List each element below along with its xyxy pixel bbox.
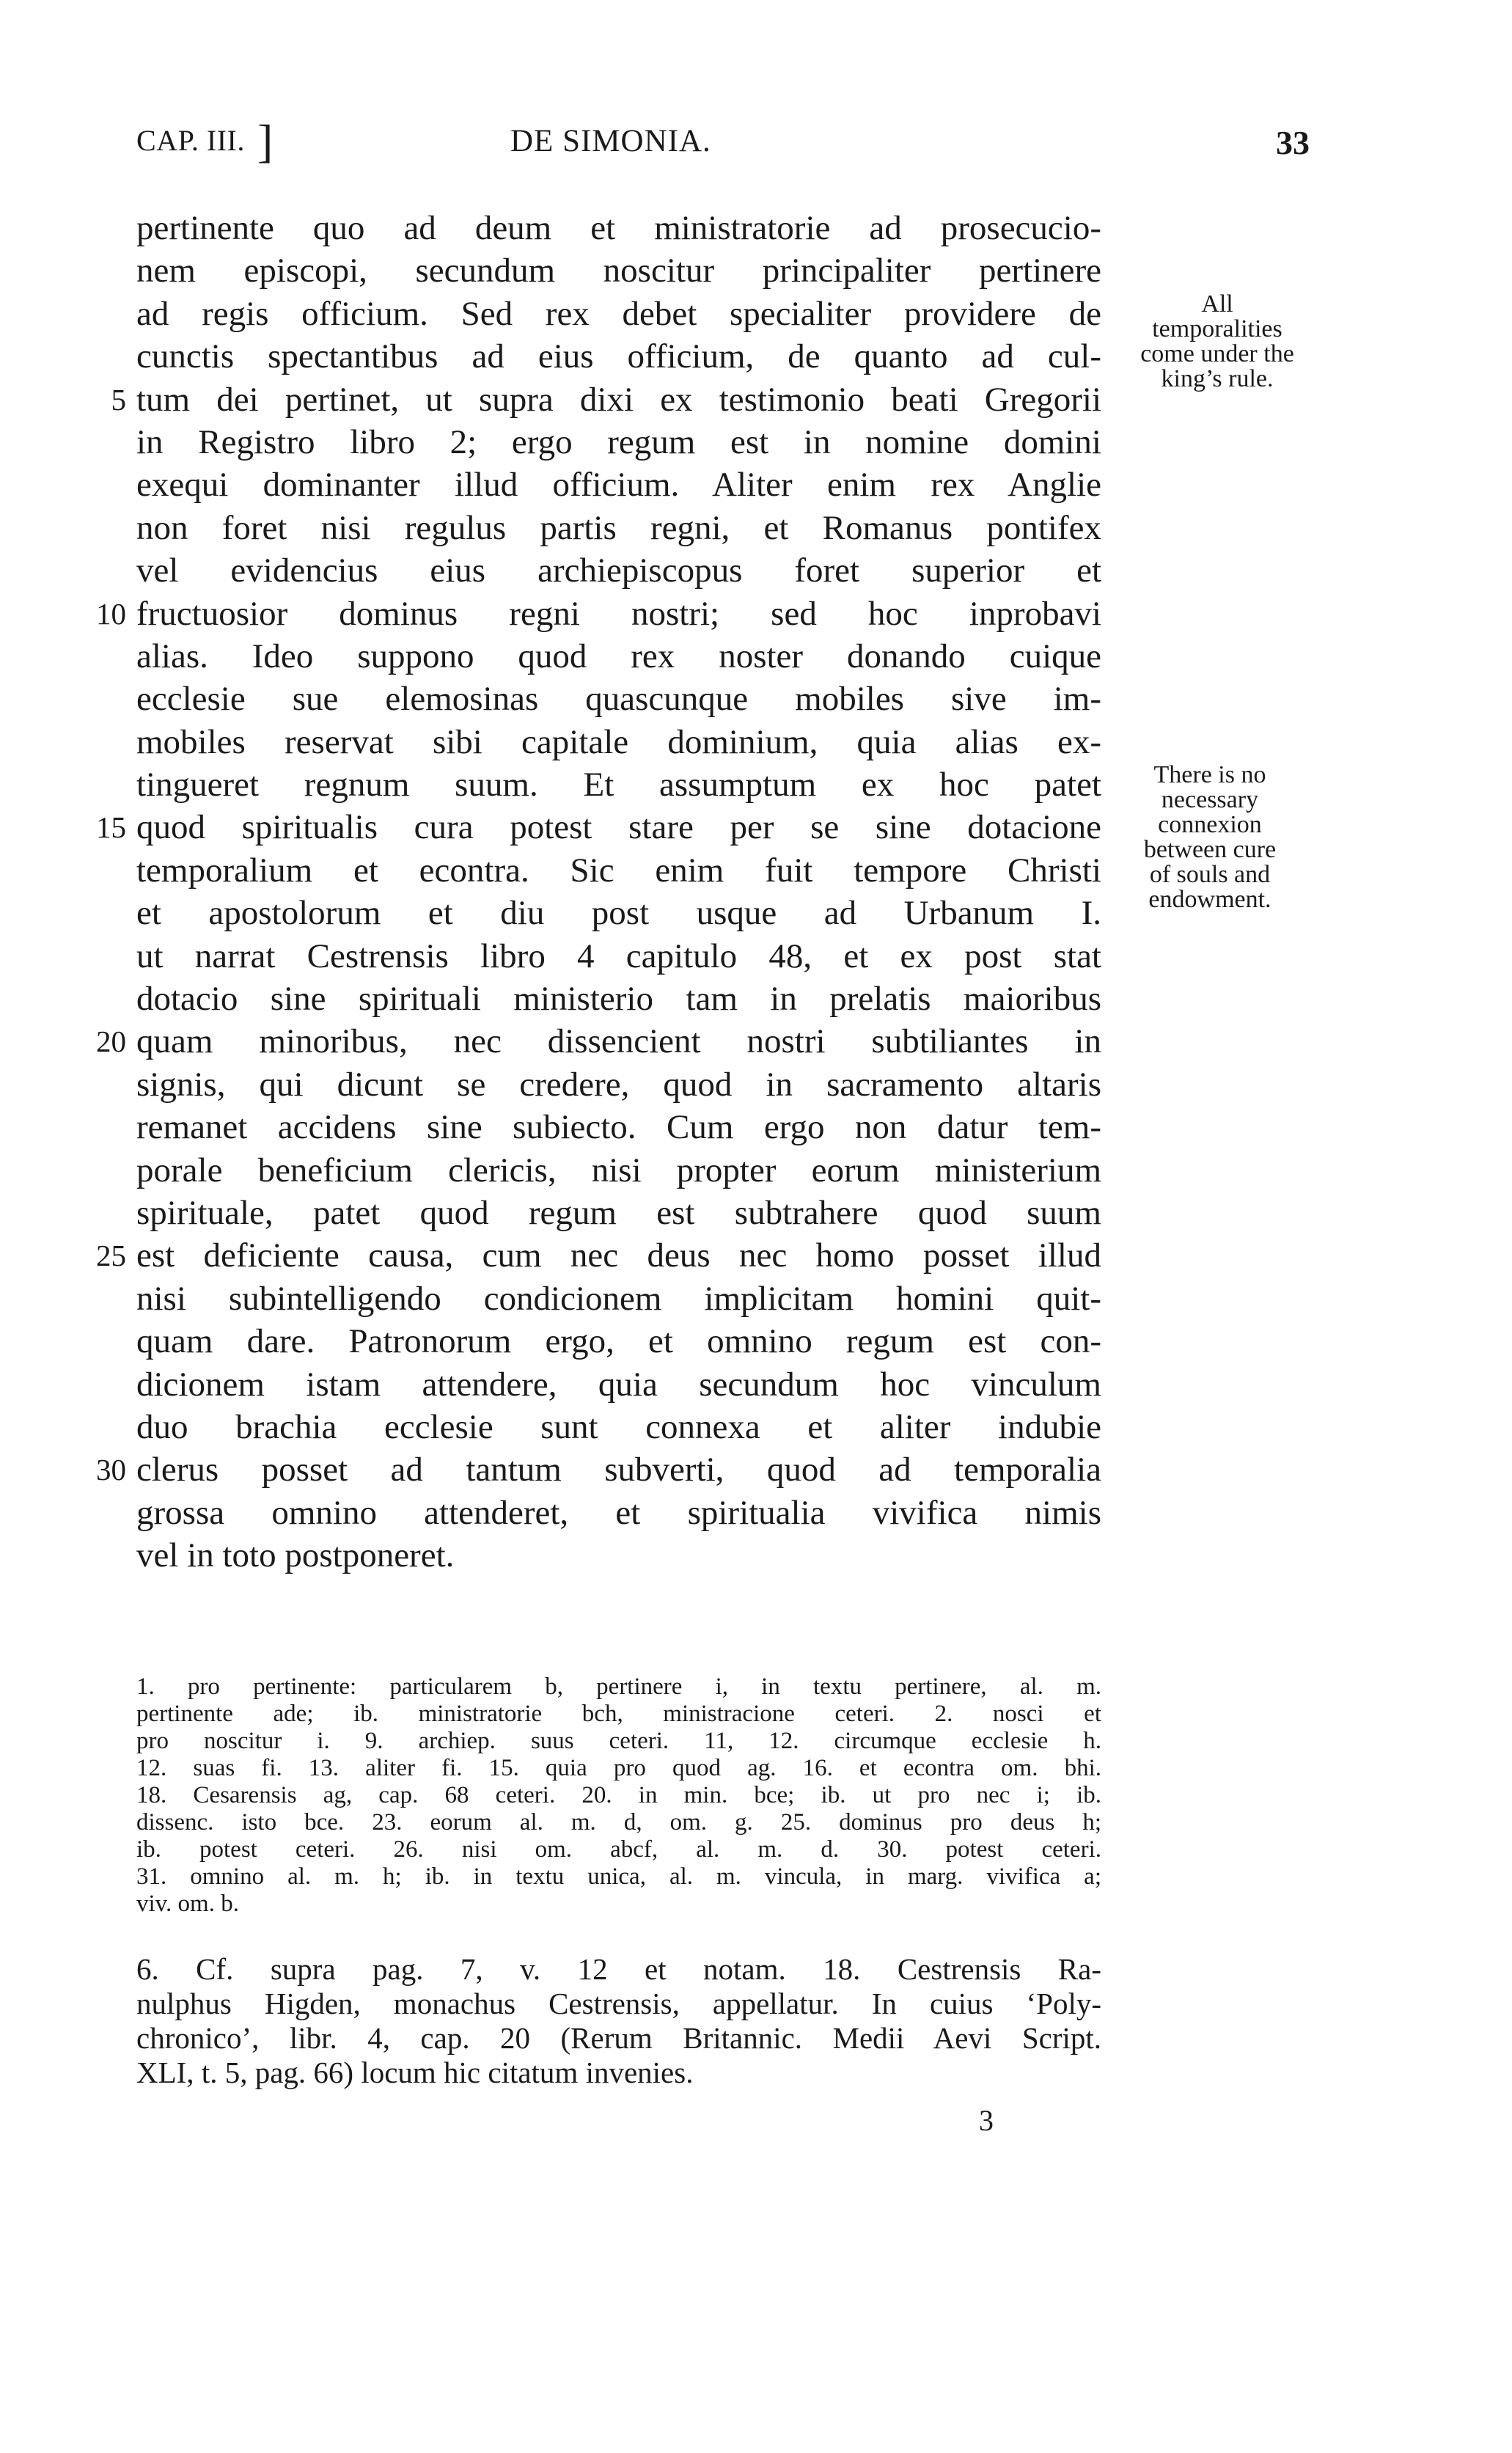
text-line xyxy=(136,1534,1101,1577)
text-line-content: ad regis officium. Sed rex debet specialiter providere de xyxy=(136,294,1101,333)
line-number: 10 xyxy=(96,596,126,631)
critical-apparatus xyxy=(136,1673,1101,1918)
sidenote-line: between cure xyxy=(1143,836,1277,863)
text-line-content: quam dare. Patronorum ergo, et omnino regum est con- xyxy=(136,1322,1101,1361)
signature-mark: 3 xyxy=(979,2104,994,2137)
text-line xyxy=(136,249,1101,292)
text-line-content: nem episcopi, secundum noscitur principaliter pertinere xyxy=(136,252,1101,290)
line-number: 5 xyxy=(111,382,126,417)
text-line xyxy=(136,335,1101,378)
sidenote-line: king’s rule. xyxy=(1161,365,1274,392)
text-line xyxy=(136,1492,1101,1534)
text-line-content: est deficiente causa, cum nec deus nec homo posset illud xyxy=(136,1236,1101,1275)
text-line xyxy=(136,678,1101,720)
sidenote-line: There is no xyxy=(1153,761,1266,788)
commentary-line: XLI, t. 5, pag. 66) locum hic citatum invenies. xyxy=(136,2056,694,2089)
text-line xyxy=(136,1363,1101,1406)
text-line xyxy=(136,421,1101,463)
text-line-content: temporalium et econtra. Sic enim fuit tempore Christi xyxy=(136,851,1101,890)
text-line-content: fructuosior dominus regni nostri; sed hoc inprobavi xyxy=(136,594,1101,633)
text-line xyxy=(136,721,1101,763)
text-line xyxy=(136,463,1101,506)
text-line xyxy=(136,892,1101,934)
text-line-content: tingueret regnum suum. Et assumptum ex hoc patet xyxy=(136,766,1101,804)
text-line-content: spirituale, patet quod regum est subtrahere quod suum xyxy=(136,1193,1101,1232)
text-line-content: clerus posset ad tantum subverti, quod ad temporalia xyxy=(136,1451,1101,1489)
text-line xyxy=(136,849,1101,892)
sidenote-line: endowment. xyxy=(1148,886,1271,913)
header-bracket: ] xyxy=(257,115,274,167)
apparatus-line: 31. omnino al. m. h; ib. in textu unica, al. m. vincula, in marg. vivifica a; xyxy=(136,1863,1101,1890)
text-line xyxy=(136,978,1101,1020)
apparatus-line: pertinente ade; ib. ministratorie bch, ministracione ceteri. 2. nosci et xyxy=(136,1701,1101,1727)
text-line xyxy=(136,763,1101,806)
text-line-content: porale beneficium clericis, nisi propter eorum ministerium xyxy=(136,1151,1101,1189)
text-line-content: quod spiritualis cura potest stare per se sine dotacione xyxy=(136,808,1101,847)
text-line xyxy=(136,1277,1101,1320)
apparatus-line: dissenc. isto bce. 23. eorum al. m. d, om. g. 25. dominus pro deus h; xyxy=(136,1809,1101,1836)
sidenote-connexion xyxy=(1096,763,1324,912)
text-line xyxy=(136,1320,1101,1363)
line-number: 20 xyxy=(96,1024,126,1059)
text-line xyxy=(96,593,1101,635)
apparatus-line: ib. potest ceteri. 26. nisi om. abcf, al. m. d. 30. potest ceteri. xyxy=(136,1836,1101,1863)
text-line-content: duo brachia ecclesie sunt connexa et aliter indubie xyxy=(136,1407,1101,1446)
sidenote-line: come under the xyxy=(1140,340,1294,367)
commentary-line: chronico’, libr. 4, cap. 20 (Rerum Britannic. Medii Aevi Script. xyxy=(136,2021,1101,2055)
running-title: DE SIMONIA. xyxy=(510,124,711,158)
text-line xyxy=(96,806,1101,848)
line-number: 30 xyxy=(96,1453,126,1487)
text-line-content: exequi dominanter illud officium. Aliter enim rex Anglie xyxy=(136,466,1101,505)
text-line xyxy=(136,1192,1101,1234)
sidenote-line: All xyxy=(1201,290,1233,318)
text-line xyxy=(136,935,1101,978)
sidenote-line: necessary xyxy=(1161,786,1259,813)
apparatus-line: 1. pro pertinente: particularem b, pertinere i, in textu pertinere, al. m. xyxy=(136,1673,1101,1700)
text-line-content: grossa omnino attenderet, et spiritualia vivifica nimis xyxy=(136,1493,1101,1532)
text-line-content: dicionem istam attendere, quia secundum hoc vinculum xyxy=(136,1365,1101,1404)
running-header xyxy=(136,115,1310,175)
apparatus-line: pro noscitur i. 9. archiep. suus ceteri. 11, 12. circumque ecclesie h. xyxy=(136,1728,1101,1754)
sidenote-line: connexion xyxy=(1158,811,1262,838)
text-line-content: vel evidencius eius archiepiscopus foret superior et xyxy=(136,551,1101,590)
text-line-content: vel in toto postponeret. xyxy=(136,1536,455,1575)
text-line-content: tum dei pertinet, ut supra dixi ex testimonio beati Gregorii xyxy=(136,380,1101,419)
text-line xyxy=(96,1234,1101,1277)
text-line-content: et apostolorum et diu post usque ad Urbanum I. xyxy=(136,894,1101,933)
text-line-content: ut narrat Cestrensis libro 4 capitulo 48, et ex post stat xyxy=(136,936,1101,975)
text-line xyxy=(136,207,1101,249)
text-line xyxy=(136,293,1101,335)
text-line-content: ecclesie sue elemosinas quascunque mobiles sive im- xyxy=(136,680,1101,719)
page-number: 33 xyxy=(1276,124,1310,161)
text-line xyxy=(136,549,1101,592)
text-line xyxy=(96,1020,1101,1063)
line-number: 25 xyxy=(96,1239,126,1273)
chapter-label: CAP. III. xyxy=(136,124,245,157)
text-line xyxy=(136,1149,1101,1192)
text-line xyxy=(136,635,1101,678)
text-line xyxy=(136,1106,1101,1148)
text-line xyxy=(136,507,1101,549)
text-line-content: in Registro libro 2; ergo regum est in nomine domini xyxy=(136,422,1101,461)
main-text xyxy=(96,207,1101,1577)
sidenote-line: temporalities xyxy=(1152,315,1282,342)
sidenote-temporalities xyxy=(1104,292,1331,392)
apparatus-line: 18. Cesarensis ag, cap. 68 ceteri. 20. in min. bce; ib. ut pro nec i; ib. xyxy=(136,1782,1101,1808)
apparatus-line: viv. om. b. xyxy=(136,1891,239,1917)
text-line xyxy=(111,378,1101,421)
text-line-content: non foret nisi regulus partis regni, et Romanus pontifex xyxy=(136,508,1101,547)
text-line xyxy=(136,1406,1101,1448)
text-line-content: alias. Ideo suppono quod rex noster donando cuique xyxy=(136,637,1101,675)
text-line xyxy=(136,1063,1101,1106)
line-number: 15 xyxy=(96,810,126,845)
commentary-line: nulphus Higden, monachus Cestrensis, appellatur. In cuius ‘Poly- xyxy=(136,1987,1101,2020)
text-line-content: signis, qui dicunt se credere, quod in sacramento altaris xyxy=(136,1065,1101,1104)
text-line-content: cunctis spectantibus ad eius officium, de quanto ad cul- xyxy=(136,337,1101,376)
text-line-content: quam minoribus, nec dissencient nostri subtiliantes in xyxy=(136,1022,1101,1061)
commentary-notes xyxy=(136,1952,1101,2090)
text-line-content: mobiles reservat sibi capitale dominium, quia alias ex- xyxy=(136,722,1101,761)
text-line xyxy=(96,1448,1101,1491)
text-line-content: nisi subintelligendo condicionem implicitam homini quit- xyxy=(136,1279,1101,1318)
text-line-content: pertinente quo ad deum et ministratorie ad prosecucio- xyxy=(136,209,1101,247)
apparatus-line: 12. suas fi. 13. aliter fi. 15. quia pro quod ag. 16. et econtra om. bhi. xyxy=(136,1755,1101,1781)
text-line-content: remanet accidens sine subiecto. Cum ergo non datur tem- xyxy=(136,1108,1101,1147)
text-line-content: dotacio sine spirituali ministerio tam in prelatis maioribus xyxy=(136,980,1101,1019)
commentary-line: 6. Cf. supra pag. 7, v. 12 et notam. 18. Cestrensis Ra- xyxy=(136,1952,1101,1986)
sidenote-line: of souls and xyxy=(1149,861,1271,888)
